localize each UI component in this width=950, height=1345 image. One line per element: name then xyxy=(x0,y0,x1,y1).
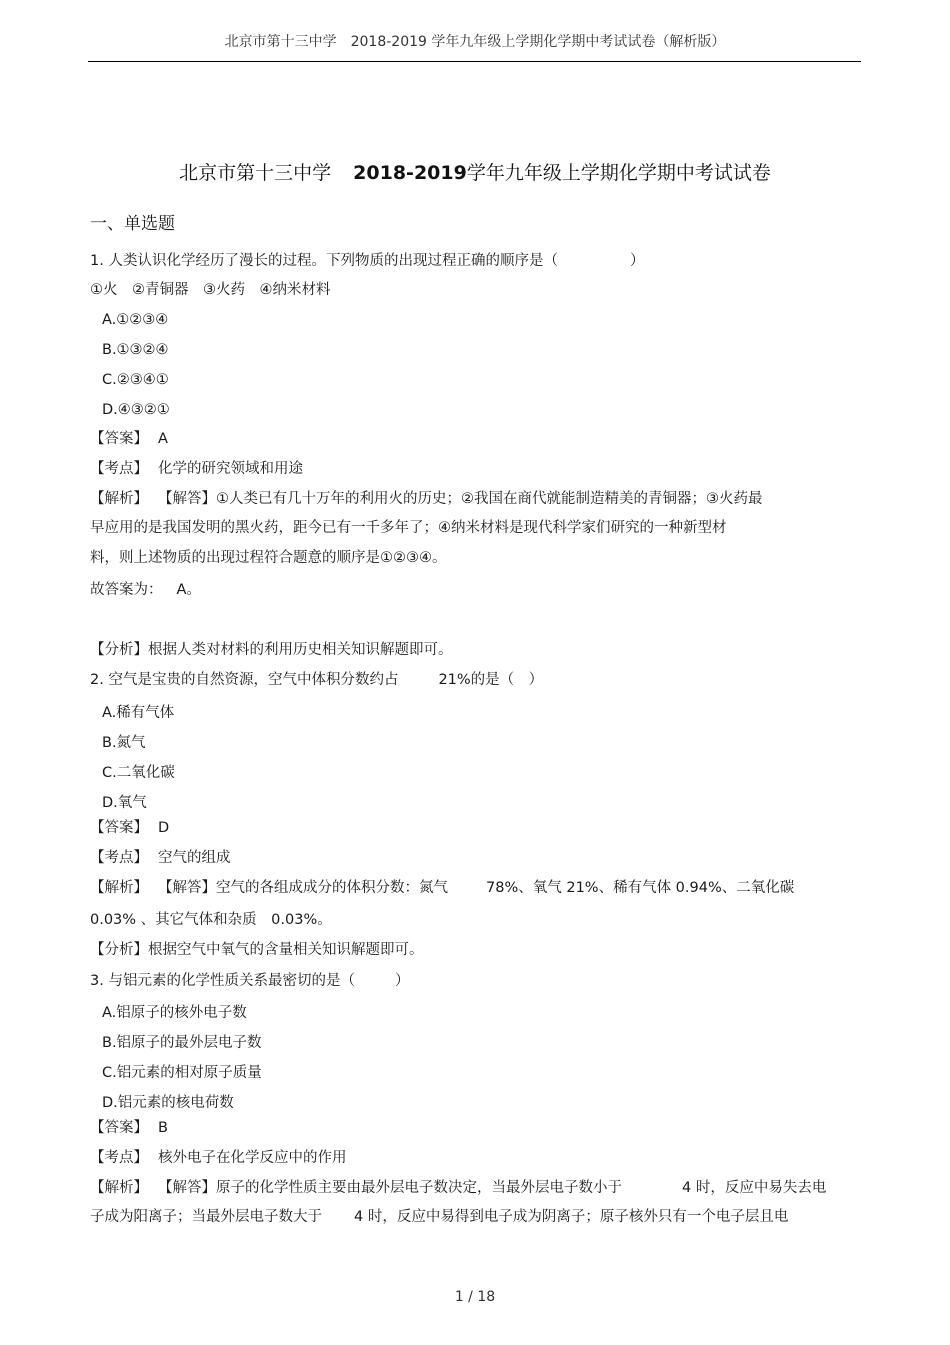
q2-analysis-text-1a: 【解答】空气的各组成成分的体积分数：氮气 xyxy=(158,880,448,896)
q3-option-b: B.铝原子的最外层电子数 xyxy=(102,1035,262,1051)
q1-analysis-text-1: 【解答】①人类已有几十万年的利用火的历史；②我国在商代就能制造精美的青铜器；③火药最 xyxy=(158,491,763,507)
q2-analysis-line-1 xyxy=(90,878,794,898)
q1-option-c: C.②③④① xyxy=(102,372,169,388)
q2-point-label: 【考点】 xyxy=(90,850,148,866)
q2-analysis-label: 【解析】 xyxy=(90,880,148,896)
q3-point-label: 【考点】 xyxy=(90,1150,148,1166)
q1-point-value: 化学的研究领域和用途 xyxy=(158,461,303,477)
q2-analysis-line-2: 0.03% 、其它气体和杂质 0.03%。 xyxy=(90,912,332,928)
page-title xyxy=(0,158,950,185)
q2-answer-label: 【答案】 xyxy=(90,820,148,836)
q1-summary: 【分析】根据人类对材料的利用历史相关知识解题即可。 xyxy=(90,642,453,658)
q3-point-value: 核外电子在化学反应中的作用 xyxy=(158,1150,347,1166)
q1-answer-value: A xyxy=(158,431,168,447)
title-suffix: 学年九年级上学期化学期中考试试卷 xyxy=(466,162,771,184)
q1-items: ①火 ②青铜器 ③火药 ④纳米材料 xyxy=(90,282,331,298)
q3-option-d: D.铝元素的核电荷数 xyxy=(102,1095,234,1111)
q2-option-d: D.氧气 xyxy=(102,795,147,811)
q2-stem-text-b: 21%的是（ ） xyxy=(438,672,544,688)
running-header: 北京市第十三中学 2018-2019 学年九年级上学期化学期中考试试卷（解析版） xyxy=(224,34,726,50)
q1-stem xyxy=(90,251,644,271)
q2-option-a: A.稀有气体 xyxy=(102,705,175,721)
title-prefix: 北京市第十三中学 xyxy=(179,162,332,184)
q3-analysis-text-2b: 4 时，反应中易得到电子成为阴离子；原子核外只有一个电子层且电 xyxy=(354,1209,789,1225)
q3-option-a: A.铝原子的核外电子数 xyxy=(102,1005,247,1021)
q1-point xyxy=(90,459,303,479)
q3-analysis-label: 【解析】 xyxy=(90,1180,148,1196)
q2-answer xyxy=(90,818,169,838)
q3-analysis-text-1a: 【解答】原子的化学性质主要由最外层电子数决定，当最外层电子数小于 xyxy=(158,1180,622,1196)
q1-final-answer xyxy=(90,580,201,600)
q1-answer xyxy=(90,429,168,449)
q3-option-c: C.铝元素的相对原子质量 xyxy=(102,1065,262,1081)
q3-analysis-text-1b: 4 时，反应中易失去电 xyxy=(682,1180,827,1196)
q2-point xyxy=(90,848,231,868)
q2-analysis-text-1b: 78%、氧气 21%、稀有气体 0.94%、二氧化碳 xyxy=(486,880,795,896)
q1-analysis-label: 【解析】 xyxy=(90,491,148,507)
q1-stem-close: ） xyxy=(629,253,645,269)
q2-option-c: C.二氧化碳 xyxy=(102,765,175,781)
q2-summary: 【分析】根据空气中氧气的含量相关知识解题即可。 xyxy=(90,942,424,958)
page-number: 1 / 18 xyxy=(454,1289,496,1305)
q2-stem xyxy=(90,670,543,690)
title-year: 2018-2019 xyxy=(353,162,467,184)
q1-answer-label: 【答案】 xyxy=(90,431,148,447)
q3-answer xyxy=(90,1118,168,1138)
q3-analysis-text-2a: 子成为阳离子；当最外层电子数大于 xyxy=(90,1209,322,1225)
q2-option-b: B.氮气 xyxy=(102,735,146,751)
q1-option-b: B.①③②④ xyxy=(102,342,169,358)
q3-analysis-line-2 xyxy=(90,1207,788,1227)
q3-stem-text: 3. 与铝元素的化学性质关系最密切的是（ xyxy=(90,973,355,989)
q1-analysis-line-2: 早应用的是我国发明的黑火药，距今已有一千多年了；④纳米材料是现代科学家们研究的一种新型材 xyxy=(90,520,727,536)
header-divider xyxy=(88,61,861,62)
q1-option-a: A.①②③④ xyxy=(102,312,169,328)
q3-stem-close: ） xyxy=(394,973,410,989)
q1-option-d: D.④③②① xyxy=(102,402,170,418)
q3-point xyxy=(90,1148,347,1168)
q3-stem xyxy=(90,971,409,991)
q1-point-label: 【考点】 xyxy=(90,461,148,477)
q1-final-label: 故答案为： xyxy=(90,582,163,598)
q1-final-value: A。 xyxy=(176,582,201,598)
q2-point-value: 空气的组成 xyxy=(158,850,231,866)
q1-analysis-line-3: 料，则上述物质的出现过程符合题意的顺序是①②③④。 xyxy=(90,550,447,566)
q1-analysis-line-1 xyxy=(90,489,763,509)
q3-analysis-line-1 xyxy=(90,1178,826,1198)
q2-answer-value: D xyxy=(158,820,170,836)
section-heading: 一、单选题 xyxy=(90,214,175,234)
q3-answer-label: 【答案】 xyxy=(90,1120,148,1136)
q2-stem-text-a: 2. 空气是宝贵的自然资源，空气中体积分数约占 xyxy=(90,672,399,688)
q1-stem-text: 1. 人类认识化学经历了漫长的过程。下列物质的出现过程正确的顺序是（ xyxy=(90,253,558,269)
q3-answer-value: B xyxy=(158,1120,168,1136)
